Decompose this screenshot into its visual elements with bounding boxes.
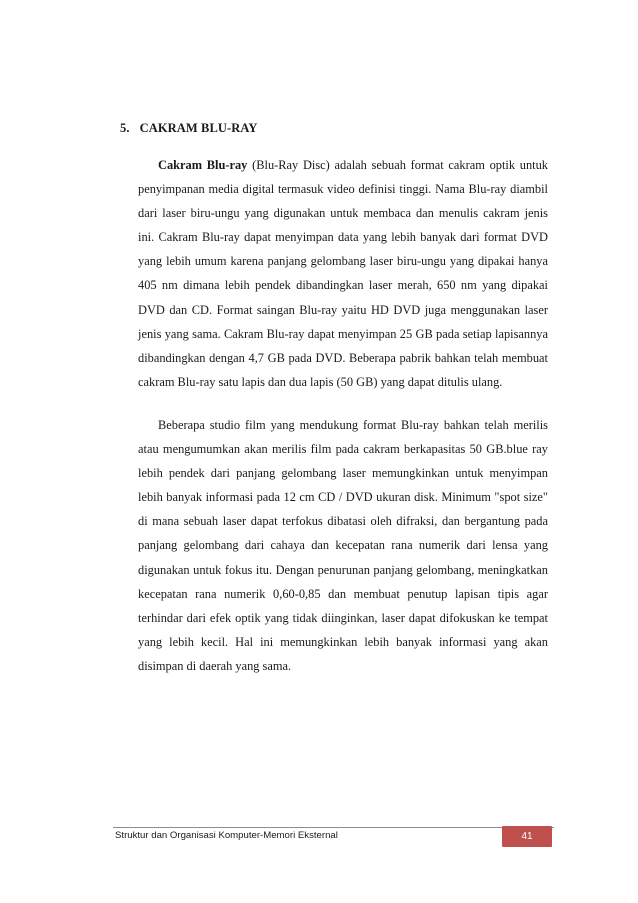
paragraph-2-body: Beberapa studio film yang mendukung format Blu-ray bahkan telah merilis atau mengumumkan akan merilis film pada cakram berkapasitas 50 GB.blue ray lebih pendek dari panjang gelombang laser memungkinkan untuk menyimpan lebih banyak informasi pada 12 cm CD / DVD ukuran disk. Minimum "spot size" di mana sebuah laser dapat terfokus dibatasi oleh difraksi, dan bergantung pada panjang gelombang dari cahaya dan kecepatan rana numerik dari lensa yang digunakan untuk fokus itu. Dengan penurunan panjang gelombang, meningkatkan kecepatan rana numerik 0,60-0,85 dan membuat penutup lapisan tipis agar terhindar dari efek optik yang tidak diinginkan, laser dapat difokuskan ke tempat yang lebih kecil. Hal ini memungkinkan lebih banyak informasi yang akan disimpan di daerah yang sama. <box>138 418 548 673</box>
paragraph-2 <box>138 413 548 678</box>
footer-title: Struktur dan Organisasi Komputer-Memori Eksternal <box>115 830 338 841</box>
page-number-badge: 41 <box>502 826 552 847</box>
section-number: 5. <box>120 121 130 135</box>
footer-divider <box>113 827 554 828</box>
section-heading <box>120 121 258 136</box>
paragraph-1-lead-term: Cakram Blu-ray <box>158 158 248 172</box>
paragraph-1-body: (Blu-Ray Disc) adalah sebuah format cakram optik untuk penyimpanan media digital termasuk video definisi tinggi. Nama Blu-ray diambil dari laser biru-ungu yang digunakan untuk membaca dan menulis cakram jenis ini. Cakram Blu-ray dapat menyimpan data yang lebih banyak dari format DVD yang lebih umum karena panjang gelombang laser biru-ungu yang dipakai hanya 405 nm dimana lebih pendek dibandingkan laser merah, 650 nm yang dipakai DVD dan CD. Format saingan Blu-ray yaitu HD DVD juga menggunakan laser jenis yang sama. Cakram Blu-ray dapat menyimpan 25 GB pada setiap lapisannya dibandingkan dengan 4,7 GB pada DVD. Beberapa pabrik bahkan telah membuat cakram Blu-ray satu lapis dan dua lapis (50 GB) yang dapat ditulis ulang. <box>138 158 549 389</box>
paragraph-1 <box>138 153 548 394</box>
section-title: CAKRAM BLU-RAY <box>139 121 258 135</box>
